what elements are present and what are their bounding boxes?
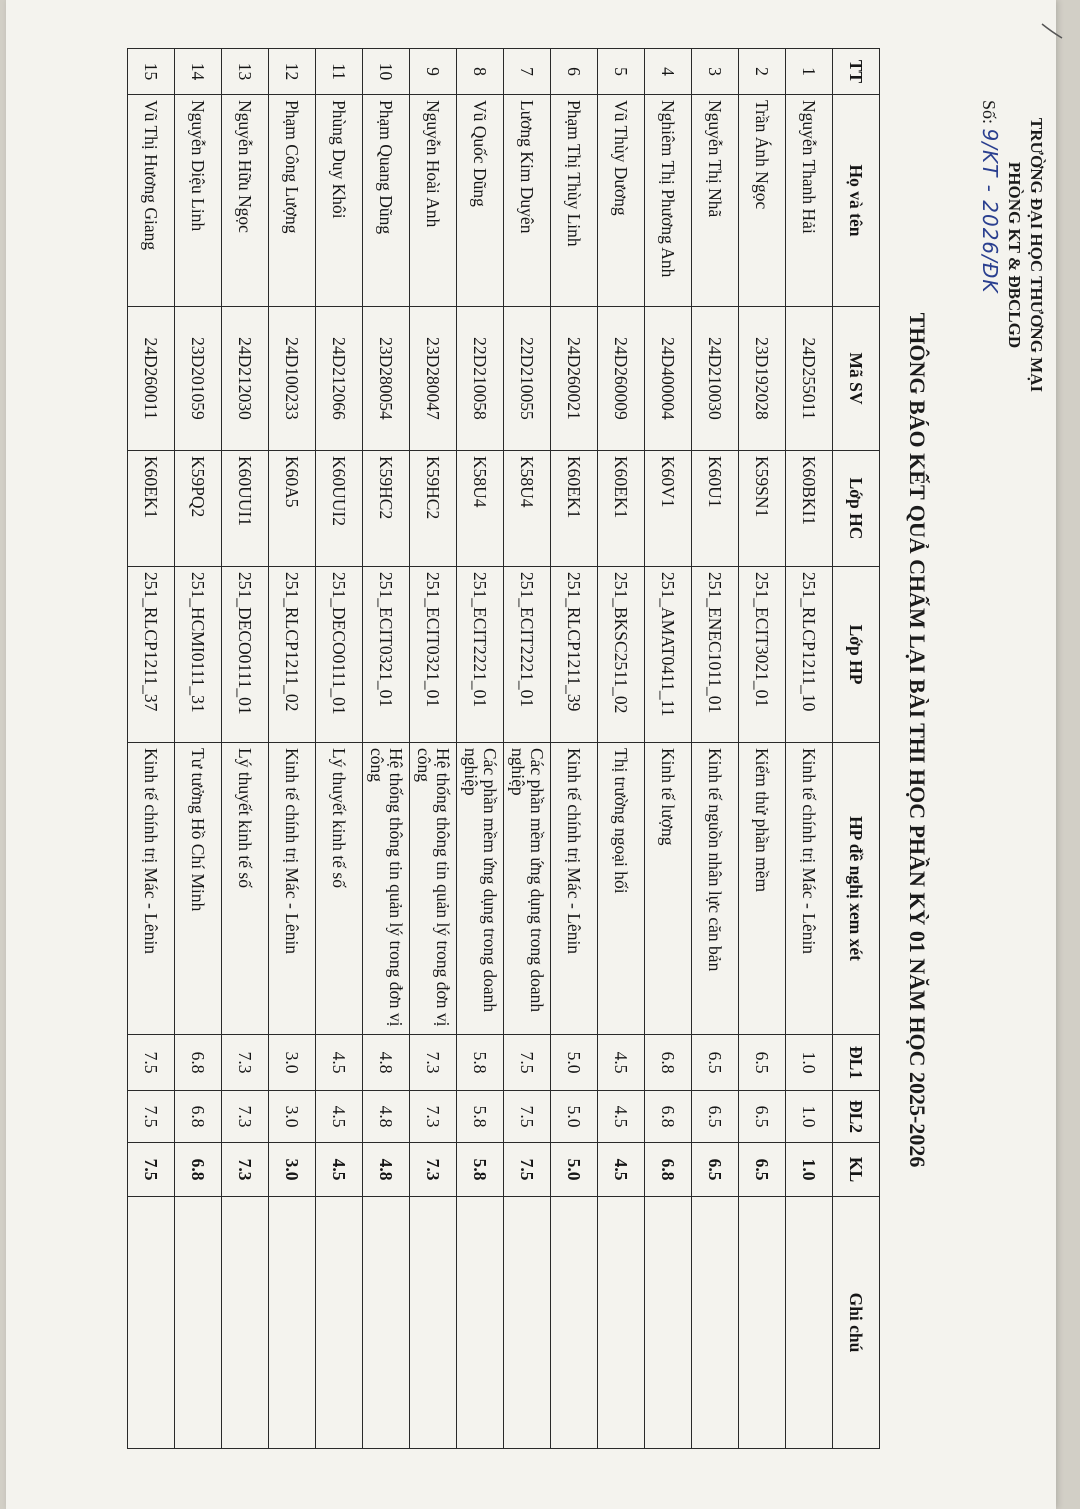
department-name: PHÒNG KT & ĐBCLGD (1005, 161, 1024, 349)
cell-dl1: 1.0 (786, 1035, 833, 1091)
cell-dl2: 7.3 (222, 1091, 269, 1143)
cell-name: Nguyễn Hữu Ngọc (222, 95, 269, 307)
cell-tt: 6 (551, 49, 598, 95)
cell-course-class: 251_DECO0111_01 (316, 567, 363, 743)
cell-student-id: 23D192028 (739, 307, 786, 451)
table-row (739, 49, 786, 1449)
cell-dl1: 5.8 (457, 1035, 504, 1091)
cell-course-class: 251_RLCP1211_02 (269, 567, 316, 743)
cell-dl1: 5.0 (551, 1035, 598, 1091)
cell-note (504, 1197, 551, 1449)
cell-name: Phùng Duy Khôi (316, 95, 363, 307)
cell-kl: 6.8 (645, 1143, 692, 1197)
cell-note (269, 1197, 316, 1449)
cell-course: Kinh tế chính trị Mác - Lênin (269, 743, 316, 1035)
cell-dl1: 4.5 (316, 1035, 363, 1091)
table-row (504, 49, 551, 1449)
table-row (457, 49, 504, 1449)
table-row (410, 49, 457, 1449)
cell-dl2: 4.5 (598, 1091, 645, 1143)
cell-name: Nguyễn Thanh Hải (786, 95, 833, 307)
cell-admin-class: K59HC2 (410, 451, 457, 567)
cell-name: Vũ Quốc Dũng (457, 95, 504, 307)
cell-course-class: 251_AMAT0411_11 (645, 567, 692, 743)
col-header-admin-class: Lớp HC (833, 451, 880, 567)
cell-kl: 4.5 (598, 1143, 645, 1197)
cell-tt: 5 (598, 49, 645, 95)
results-table (127, 48, 880, 1449)
table-row (363, 49, 410, 1449)
cell-kl: 3.0 (269, 1143, 316, 1197)
cell-student-id: 22D210055 (504, 307, 551, 451)
cell-dl2: 3.0 (269, 1091, 316, 1143)
school-name: TRƯỜNG ĐẠI HỌC THƯƠNG MẠI (1027, 117, 1046, 393)
cell-dl2: 6.5 (692, 1091, 739, 1143)
cell-dl1: 4.5 (598, 1035, 645, 1091)
cell-admin-class: K60EK1 (128, 451, 175, 567)
cell-tt: 8 (457, 49, 504, 95)
cell-kl: 1.0 (786, 1143, 833, 1197)
cell-note (551, 1197, 598, 1449)
cell-course-class: 251_ECIT3021_01 (739, 567, 786, 743)
cell-student-id: 22D210058 (457, 307, 504, 451)
cell-student-id: 23D280054 (363, 307, 410, 451)
cell-kl: 6.5 (739, 1143, 786, 1197)
cell-name: Vũ Thùy Dương (598, 95, 645, 307)
cell-course-class: 251_RLCP1211_10 (786, 567, 833, 743)
cell-kl: 6.5 (692, 1143, 739, 1197)
cell-student-id: 24D260021 (551, 307, 598, 451)
cell-student-id: 24D212066 (316, 307, 363, 451)
cell-dl2: 5.8 (457, 1091, 504, 1143)
table-header-row (833, 49, 880, 1449)
cell-admin-class: K60EK1 (598, 451, 645, 567)
cell-course-class: 251_RLCP1211_37 (128, 567, 175, 743)
cell-dl1: 3.0 (269, 1035, 316, 1091)
cell-student-id: 24D100233 (269, 307, 316, 451)
cell-note (316, 1197, 363, 1449)
cell-dl2: 7.5 (128, 1091, 175, 1143)
col-header-course: HP đề nghị xem xét (833, 743, 880, 1035)
number-label: Số: (979, 100, 999, 125)
col-header-kl: KL (833, 1143, 880, 1197)
table-row (598, 49, 645, 1449)
table-row (128, 49, 175, 1449)
cell-tt: 3 (692, 49, 739, 95)
col-header-name: Họ và tên (833, 95, 880, 307)
cell-tt: 14 (175, 49, 222, 95)
cell-tt: 2 (739, 49, 786, 95)
cell-kl: 7.5 (128, 1143, 175, 1197)
table-row (269, 49, 316, 1449)
cell-admin-class: K59SN1 (739, 451, 786, 567)
cell-course: Kinh tế chính trị Mác - Lênin (786, 743, 833, 1035)
cell-kl: 4.8 (363, 1143, 410, 1197)
cell-tt: 4 (645, 49, 692, 95)
cell-note (457, 1197, 504, 1449)
cell-name: Phạm Công Lượng (269, 95, 316, 307)
cell-dl1: 6.8 (645, 1035, 692, 1091)
cell-name: Vũ Thị Hương Giang (128, 95, 175, 307)
col-header-dl1: ĐL1 (833, 1035, 880, 1091)
cell-student-id: 24D260011 (128, 307, 175, 451)
cell-name: Lương Kim Duyên (504, 95, 551, 307)
cell-dl1: 6.8 (175, 1035, 222, 1091)
cell-course: Kinh tế lượng (645, 743, 692, 1035)
cell-course: Kinh tế chính trị Mác - Lênin (128, 743, 175, 1035)
cell-tt: 12 (269, 49, 316, 95)
cell-course-class: 251_DECO0111_01 (222, 567, 269, 743)
cell-dl1: 6.5 (692, 1035, 739, 1091)
cell-note (598, 1197, 645, 1449)
cell-admin-class: K59HC2 (363, 451, 410, 567)
cell-course: Kinh tế nguồn nhân lực căn bản (692, 743, 739, 1035)
cell-note (175, 1197, 222, 1449)
table-row (551, 49, 598, 1449)
cell-course-class: 251_ECIT2221_01 (504, 567, 551, 743)
cell-dl2: 1.0 (786, 1091, 833, 1143)
cell-tt: 11 (316, 49, 363, 95)
cell-student-id: 24D255011 (786, 307, 833, 451)
cell-course-class: 251_HCMI0111_31 (175, 567, 222, 743)
cell-name: Nghiêm Thị Phương Anh (645, 95, 692, 307)
cell-dl2: 6.5 (739, 1091, 786, 1143)
cell-student-id: 24D210030 (692, 307, 739, 451)
cell-note (128, 1197, 175, 1449)
cell-course: Kiểm thử phần mềm (739, 743, 786, 1035)
cell-course: Tư tưởng Hồ Chí Minh (175, 743, 222, 1035)
cell-admin-class: K59PQ2 (175, 451, 222, 567)
document-number (978, 100, 1002, 294)
cell-tt: 10 (363, 49, 410, 95)
cell-note (692, 1197, 739, 1449)
cell-course: Thị trường ngoại hối (598, 743, 645, 1035)
cell-name: Phạm Quang Dũng (363, 95, 410, 307)
cell-course: Các phần mềm ứng dụng trong doanh nghiệp (504, 743, 551, 1035)
cell-admin-class: K60V1 (645, 451, 692, 567)
col-header-course-class: Lớp HP (833, 567, 880, 743)
cell-dl2: 6.8 (175, 1091, 222, 1143)
cell-course-class: 251_BKSC2511_02 (598, 567, 645, 743)
cell-tt: 13 (222, 49, 269, 95)
cell-admin-class: K60UUI2 (316, 451, 363, 567)
cell-admin-class: K58U4 (504, 451, 551, 567)
cell-kl: 7.5 (504, 1143, 551, 1197)
cell-dl2: 7.3 (410, 1091, 457, 1143)
cell-course: Lý thuyết kinh tế số (222, 743, 269, 1035)
cell-name: Nguyễn Hoài Anh (410, 95, 457, 307)
cell-kl: 7.3 (222, 1143, 269, 1197)
cell-tt: 7 (504, 49, 551, 95)
cell-admin-class: K60A5 (269, 451, 316, 567)
table-row (645, 49, 692, 1449)
cell-course: Kinh tế chính trị Mác - Lênin (551, 743, 598, 1035)
cell-kl: 7.3 (410, 1143, 457, 1197)
table-row (786, 49, 833, 1449)
col-header-note: Ghi chú (833, 1197, 880, 1449)
table-row (692, 49, 739, 1449)
cell-kl: 4.5 (316, 1143, 363, 1197)
cell-note (363, 1197, 410, 1449)
col-header-dl2: ĐL2 (833, 1091, 880, 1143)
cell-student-id: 24D212030 (222, 307, 269, 451)
cell-name: Nguyễn Thị Nhã (692, 95, 739, 307)
cell-student-id: 24D400004 (645, 307, 692, 451)
cell-dl2: 4.5 (316, 1091, 363, 1143)
cell-course-class: 251_ENEC1011_01 (692, 567, 739, 743)
cell-name: Phạm Thị Thùy Linh (551, 95, 598, 307)
cell-student-id: 23D280047 (410, 307, 457, 451)
number-handwritten: 9/KT - 2026/ĐK (978, 128, 1002, 294)
cell-dl1: 7.5 (128, 1035, 175, 1091)
cell-kl: 5.8 (457, 1143, 504, 1197)
col-header-student-id: Mã SV (833, 307, 880, 451)
cell-name: Nguyễn Diệu Linh (175, 95, 222, 307)
cell-course-class: 251_ECIT0321_01 (363, 567, 410, 743)
cell-dl1: 7.5 (504, 1035, 551, 1091)
cell-note (786, 1197, 833, 1449)
cell-tt: 1 (786, 49, 833, 95)
cell-dl2: 5.0 (551, 1091, 598, 1143)
cell-student-id: 23D201059 (175, 307, 222, 451)
cell-dl1: 7.3 (222, 1035, 269, 1091)
cell-course-class: 251_RLCP1211_39 (551, 567, 598, 743)
cell-course-class: 251_ECIT2221_01 (457, 567, 504, 743)
cell-dl1: 7.3 (410, 1035, 457, 1091)
document-title: THÔNG BÁO KẾT QUẢ CHẤM LẠI BÀI THI HỌC PHẦN KỲ 01 NĂM HỌC 2025-2026 (905, 312, 930, 1168)
cell-dl1: 6.5 (739, 1035, 786, 1091)
cell-admin-class: K58U4 (457, 451, 504, 567)
cell-note (222, 1197, 269, 1449)
cell-admin-class: K60U1 (692, 451, 739, 567)
cell-note (739, 1197, 786, 1449)
cell-dl1: 4.8 (363, 1035, 410, 1091)
cell-dl2: 7.5 (504, 1091, 551, 1143)
cell-name: Trần Ánh Ngọc (739, 95, 786, 307)
cell-kl: 6.8 (175, 1143, 222, 1197)
cell-admin-class: K60BKI1 (786, 451, 833, 567)
cell-course: Hệ thống thông tin quản lý trong đơn vị công (363, 743, 410, 1035)
cell-student-id: 24D260009 (598, 307, 645, 451)
table-row (175, 49, 222, 1449)
cell-admin-class: K60UUI1 (222, 451, 269, 567)
table-row (316, 49, 363, 1449)
cell-tt: 9 (410, 49, 457, 95)
cell-note (410, 1197, 457, 1449)
cell-course: Các phần mềm ứng dụng trong doanh nghiệp (457, 743, 504, 1035)
cell-kl: 5.0 (551, 1143, 598, 1197)
table-row (222, 49, 269, 1449)
cell-admin-class: K60EK1 (551, 451, 598, 567)
cell-dl2: 6.8 (645, 1091, 692, 1143)
cell-course: Hệ thống thông tin quản lý trong đơn vị công (410, 743, 457, 1035)
cell-course: Lý thuyết kinh tế số (316, 743, 363, 1035)
cell-note (645, 1197, 692, 1449)
cell-dl2: 4.8 (363, 1091, 410, 1143)
cell-course-class: 251_ECIT0321_01 (410, 567, 457, 743)
col-header-tt: TT (833, 49, 880, 95)
cell-tt: 15 (128, 49, 175, 95)
